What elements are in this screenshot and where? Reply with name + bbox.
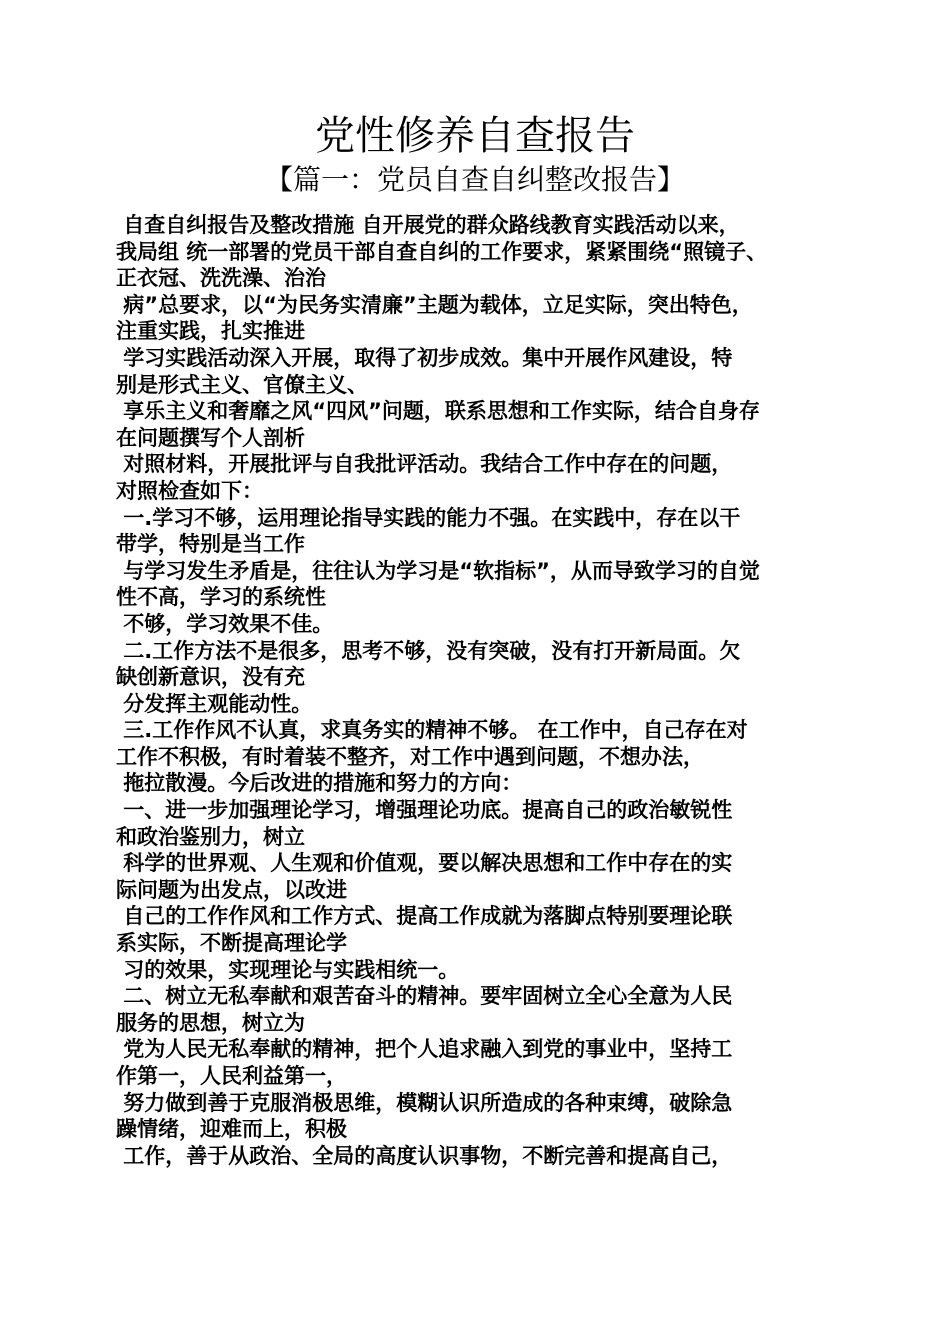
body-text-line: 分发挥主观能动性。 (116, 691, 313, 716)
body-text-line: 际问题为出发点，以改进 (116, 877, 347, 902)
body-text-line: 学习实践活动深入开展，取得了初步成效。集中开展作风建设，特 (116, 345, 733, 370)
body-text-line: 在问题撰写个人剖析 (116, 425, 305, 450)
body-text-line: 躁情绪，迎难而上，积极 (116, 1117, 347, 1142)
body-text-line: 与学习发生矛盾是，往往认为学习是“软指标”，从而导致学习的自觉 (116, 558, 760, 583)
body-text-line: 系实际，不断提高理论学 (116, 931, 347, 956)
body-text-line: 科学的世界观、人生观和价值观，要以解决思想和工作中存在的实 (116, 851, 733, 876)
body-text-line: 正衣冠、洗洗澡、治治 (116, 266, 326, 291)
document-subtitle: 【篇一：党员自查自纠整改报告】 (264, 163, 685, 196)
body-text-line: 性不高，学习的系统性 (116, 585, 326, 610)
body-text-line: 作第一，人民利益第一， (116, 1064, 347, 1088)
body-text-line: 一、进一步加强理论学习，增强理论功底。提高自己的政治敏锐性 (116, 798, 733, 823)
body-text-line: 习的效果，实现理论与实践相统一。 (116, 957, 460, 982)
body-text-line: 一.学习不够，运用理论指导实践的能力不强。在实践中，存在以干 (116, 505, 741, 530)
document-title: 党性修养自查报告 (315, 113, 635, 159)
body-text-line: 工作不积极，有时着装不整齐，对工作中遇到问题，不想办法， (116, 744, 704, 769)
body-text-line: 我局组 统一部署的党员干部自查自纠的工作要求，紧紧围绕“照镜子、 (116, 239, 768, 264)
body-text-line: 和政治鉴别力，树立 (116, 824, 305, 849)
document-body (116, 212, 846, 1169)
body-text-line: 缺创新意识，没有充 (116, 665, 305, 690)
body-text-line: 二、树立无私奉献和艰苦奋斗的精神。要牢固树立全心全意为人民 (116, 984, 733, 1009)
body-text-line: 二.工作方法不是很多，思考不够，没有突破，没有打开新局面。欠 (116, 638, 741, 663)
body-text-line: 自己的工作作风和工作方式、提高工作成就为落脚点特别要理论联 (116, 904, 733, 929)
body-text-line: 别是形式主义、官僚主义、 (116, 372, 368, 397)
body-text-line: 努力做到善于克服消极思维，模糊认识所造成的各种束缚，破除急 (116, 1090, 733, 1115)
body-text-line: 注重实践，扎实推进 (116, 319, 305, 344)
body-text-line: 工作，善于从政治、全局的高度认识事物，不断完善和提高自己， (116, 1143, 733, 1168)
body-text-line: 服务的思想，树立为 (116, 1010, 305, 1035)
body-text-line: 对照检查如下： (116, 478, 263, 503)
body-text-line: 病”总要求，以“为民务实清廉”主题为载体，立足实际，突出特色， (116, 292, 753, 317)
body-text-line: 带学，特别是当工作 (116, 532, 305, 557)
body-text-line: 拖拉散漫。今后改进的措施和努力的方向： (116, 771, 523, 796)
body-text-line: 党为人民无私奉献的精神，把个人追求融入到党的事业中，坚持工 (116, 1037, 733, 1062)
body-text-line: 不够，学习效果不佳。 (116, 611, 334, 636)
body-text-line: 自查自纠报告及整改措施 自开展党的群众路线教育实践活动以来， (116, 213, 740, 237)
body-text-line: 对照材料，开展批评与自我批评活动。我结合工作中存在的问题， (116, 452, 733, 477)
body-text-line: 三.工作作风不认真，求真务实的精神不够。 在工作中，自己存在对 (116, 718, 748, 743)
body-text-line: 享乐主义和奢靡之风“四风”问题，联系思想和工作实际，结合自身存 (116, 399, 760, 424)
